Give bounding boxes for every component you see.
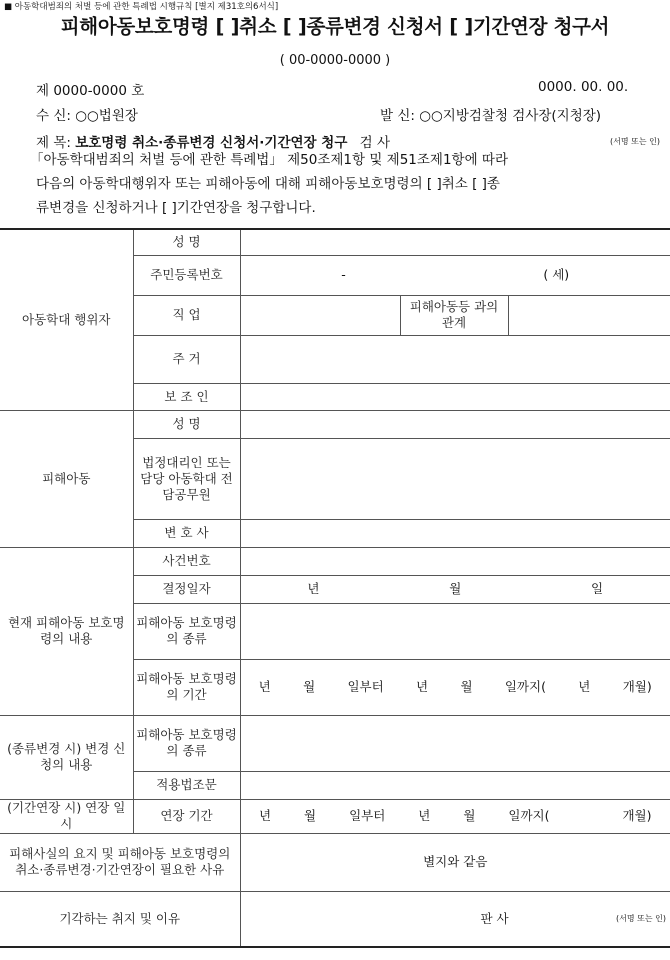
perpetrator-job-field[interactable] (240, 295, 400, 335)
perpetrator-job-label: 직 업 (133, 295, 240, 335)
victim-guardian-field[interactable] (240, 438, 670, 519)
period-part: 일부터 (347, 679, 384, 694)
subject-value: 보호명령 취소·종류변경 신청서·기간연장 청구 (75, 135, 348, 151)
body-text (30, 148, 666, 220)
body-line-2: 다음의 아동학대행위자 또는 피해아동에 대해 피해아동보호명령의 [ ]취소 [ ]종 (36, 176, 500, 192)
victim-name-label: 성 명 (133, 410, 240, 438)
perpetrator-address-label: 주 거 (133, 335, 240, 383)
perpetrator-relation-label: 피해아동등 과의 관계 (400, 295, 508, 335)
change-order-type-field[interactable] (240, 715, 670, 771)
change-section-header: (종류변경 시) 변경 신청의 내용 (0, 715, 133, 799)
current-order-section-header: 현재 피해아동 보호명령의 내용 (0, 547, 133, 715)
perpetrator-section-header: 아동학대 행위자 (0, 229, 133, 410)
recipient-line (36, 104, 138, 124)
prosecutor-label: 검 사 (359, 135, 391, 151)
sender-label: 발 신: (380, 108, 415, 124)
period-part: 월 (460, 679, 473, 694)
victim-name-field[interactable] (240, 410, 670, 438)
case-number-field[interactable] (240, 547, 670, 575)
period-part: 월 (303, 679, 316, 694)
applicable-law-label: 적용법조문 (133, 771, 240, 799)
ext-period-part: 월 (304, 808, 317, 823)
extension-section-header: (기간연장 시) 연장 일시 (0, 799, 133, 833)
period-part: 년 (416, 679, 429, 694)
dismissal-field[interactable] (240, 891, 670, 947)
body-line-3: 류변경을 신청하거나 [ ]기간연장을 청구합니다. (36, 200, 316, 216)
ext-period-part: 일까지( (508, 808, 550, 823)
subject-label: 제 목: (36, 135, 71, 151)
decision-year: 년 (307, 581, 320, 596)
decision-date-field[interactable] (240, 575, 670, 603)
rrn-dash: - (341, 267, 346, 282)
ext-period-part: 년 (258, 808, 272, 823)
perpetrator-address-field[interactable] (240, 335, 670, 383)
period-part: 일까지( (504, 679, 546, 694)
application-form-table (0, 228, 670, 948)
rrn-age: ( 세) (543, 267, 570, 282)
document-date: 0000. 00. 00. (538, 79, 629, 95)
perpetrator-rrn-label: 주민등록번호 (133, 255, 240, 295)
document-number: 제 0000-0000 호 (36, 83, 145, 99)
sender-line (380, 104, 601, 124)
prosecutor-sign-note: (서명 또는 인) (610, 137, 660, 146)
decision-date-label: 결정일자 (133, 575, 240, 603)
form-title: 피해아동보호명령 [ ]취소 [ ]종류변경 신청서 [ ]기간연장 청구서 (60, 15, 610, 38)
perpetrator-rrn-field[interactable] (240, 255, 670, 295)
body-line-1: 「아동학대범죄의 처벌 등에 관한 특례법」 제50조제1항 및 제51조제1항에 따라 (30, 152, 509, 168)
sender-value: ○○지방검찰청 검사장(지청장) (419, 108, 602, 124)
victim-lawyer-field[interactable] (240, 519, 670, 547)
judge-sign-note: (서명 또는 인) (616, 913, 666, 923)
perpetrator-name-field[interactable] (240, 229, 670, 255)
perpetrator-assistant-field[interactable] (240, 383, 670, 410)
decision-day: 일 (591, 581, 604, 596)
reason-value[interactable]: 별지와 같음 (240, 833, 670, 891)
perpetrator-assistant-label: 보 조 인 (133, 383, 240, 410)
perpetrator-name-label: 성 명 (133, 229, 240, 255)
period-part: 년 (258, 679, 271, 694)
ext-period-part: 년 (418, 808, 431, 823)
regulation-reference: ■ 아동학대범죄의 처벌 등에 관한 특례법 시행규칙 [별지 제31호의6서식] (4, 2, 279, 12)
current-order-type-field[interactable] (240, 603, 670, 659)
ext-period-part: 월 (463, 808, 476, 823)
period-part: 개월) (622, 679, 652, 694)
dismissal-label: 기각하는 취지 및 이유 (0, 891, 240, 947)
extension-period-label: 연장 기간 (133, 799, 240, 833)
victim-guardian-label: 법정대리인 또는 담당 아동학대 전담공무원 (133, 438, 240, 519)
victim-section-header: 피해아동 (0, 410, 133, 547)
extension-period-field[interactable] (240, 799, 670, 833)
change-order-type-label: 피해아동 보호명령의 종류 (133, 715, 240, 771)
decision-month: 월 (449, 581, 462, 596)
period-part: 년 (578, 679, 591, 694)
current-order-period-label: 피해아동 보호명령의 기간 (133, 659, 240, 715)
ext-period-part: 일부터 (349, 808, 386, 823)
victim-lawyer-label: 변 호 사 (133, 519, 240, 547)
current-order-period-field[interactable] (240, 659, 670, 715)
recipient-value: ○○법원장 (75, 108, 138, 124)
judge-label: 판 사 (480, 910, 509, 926)
case-number-label: 사건번호 (133, 547, 240, 575)
ext-period-part: 개월) (622, 808, 652, 823)
reason-label: 피해사실의 요지 및 피해아동 보호명령의 취소·종류변경·기간연장이 필요한 사유 (0, 833, 240, 891)
serial-number: ( 00-0000-0000 ) (279, 53, 391, 68)
recipient-label: 수 신: (36, 108, 71, 124)
applicable-law-field[interactable] (240, 771, 670, 799)
current-order-type-label: 피해아동 보호명령의 종류 (133, 603, 240, 659)
perpetrator-relation-field[interactable] (508, 295, 670, 335)
